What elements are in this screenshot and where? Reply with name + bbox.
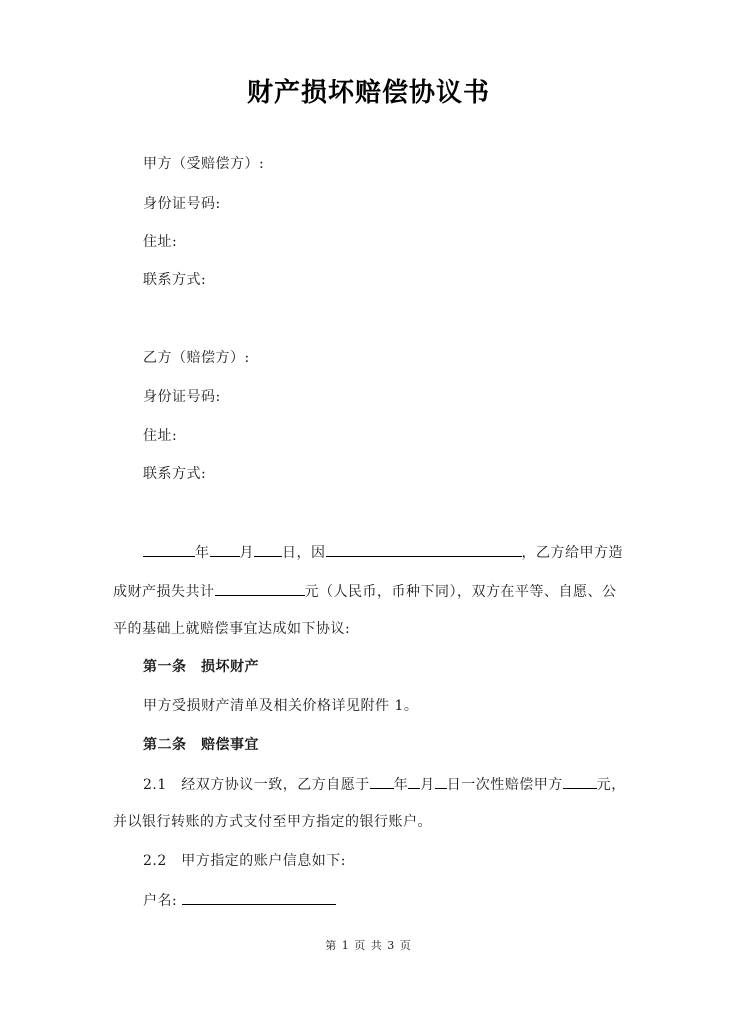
intro-month: 月 <box>239 545 254 561</box>
clause-2-1-text: 2.1 经双方协议一致，乙方自愿于 <box>143 777 370 793</box>
clause-2-1-line-1 <box>143 773 626 795</box>
blank-pay-day <box>435 773 447 789</box>
blank-account-name <box>182 889 336 905</box>
intro-tail: ，乙方给甲方造 <box>521 545 623 561</box>
clause-2-1-month: 月 <box>420 777 435 793</box>
article-1-heading: 第一条 损坏财产 <box>143 659 259 675</box>
account-name-label: 户名: <box>143 893 178 909</box>
party-b-contact-label: 联系方式: <box>143 466 207 482</box>
party-a-label: 甲方（受赔偿方）: <box>143 156 265 172</box>
intro-line-3: 平的基础上就赔偿事宜达成如下协议: <box>113 621 351 637</box>
blank-amount <box>215 580 305 596</box>
clause-2-2: 2.2 甲方指定的账户信息如下: <box>143 853 346 869</box>
clause-2-1-year: 年 <box>393 777 409 793</box>
clause-2-1-day: 日一次性赔偿甲方 <box>446 777 563 793</box>
page-footer: 第 1 页 共 3 页 <box>325 939 412 952</box>
blank-day <box>254 541 282 557</box>
party-a-contact-label: 联系方式: <box>143 272 207 288</box>
blank-month <box>210 541 240 557</box>
intro-line-1 <box>143 541 623 563</box>
party-b-label: 乙方（赔偿方）: <box>143 350 250 366</box>
party-a-id-label: 身份证号码: <box>143 196 221 212</box>
intro-day: 日，因 <box>282 545 326 561</box>
article-1-text: 甲方受损财产清单及相关价格详见附件 1。 <box>143 698 419 714</box>
blank-year <box>143 541 195 557</box>
intro-line2-a: 成财产损失共计 <box>113 584 215 600</box>
intro-line-2 <box>113 580 617 602</box>
intro-year: 年 <box>195 545 210 561</box>
account-name-line <box>143 889 336 911</box>
clause-2-1-line-2: 并以银行转账的方式支付至甲方指定的银行账户。 <box>113 814 432 830</box>
blank-pay-year <box>370 773 394 789</box>
intro-line2-b: 元（人民币，币种下同），双方在平等、自愿、公 <box>304 584 617 600</box>
document-title: 财产损坏赔偿协议书 <box>246 78 490 108</box>
blank-pay-amount <box>563 773 597 789</box>
party-b-address-label: 住址: <box>143 428 178 444</box>
blank-reason <box>326 541 522 557</box>
blank-pay-month <box>408 773 420 789</box>
party-a-address-label: 住址: <box>143 234 178 250</box>
article-2-heading: 第二条 赔偿事宜 <box>143 737 259 753</box>
clause-2-1-yuan: 元， <box>596 777 626 793</box>
party-b-id-label: 身份证号码: <box>143 389 221 405</box>
